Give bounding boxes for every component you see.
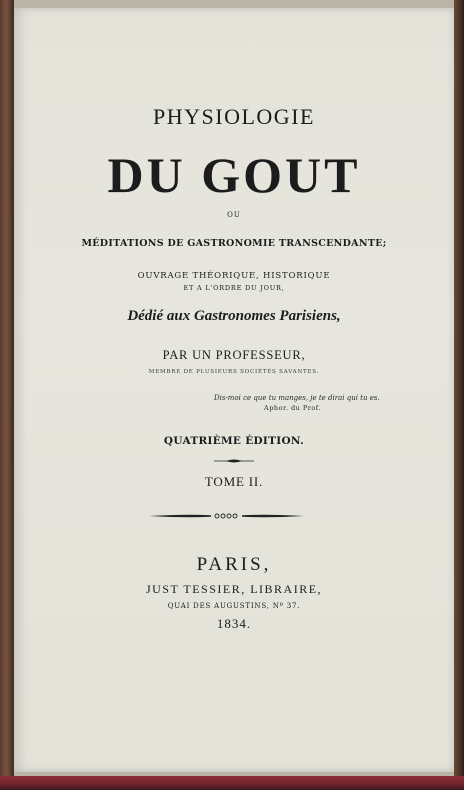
conjunction: OU: [227, 211, 241, 219]
book-cover-bottom: [0, 776, 464, 790]
ouvrage-line-2: ET A L'ORDRE DU JOUR,: [183, 284, 285, 292]
subtitle: MÉDITATIONS DE GASTRONOMIE TRANSCENDANTE;: [81, 238, 387, 249]
epigraph-source: Aphor. du Prof.: [264, 404, 322, 412]
ornament-rule-small: [214, 458, 254, 464]
year: 1834.: [216, 616, 252, 631]
volume: TOME II.: [204, 474, 264, 489]
publisher: JUST TESSIER, LIBRAIRE,: [145, 582, 323, 596]
address: QUAI DES AUGUSTINS, Nº 37.: [167, 602, 301, 610]
title-line-1: PHYSIOLOGIE: [153, 104, 315, 129]
ouvrage-line-1: OUVRAGE THÉORIQUE, HISTORIQUE: [137, 271, 331, 281]
title-line-2: DU GOUT: [107, 147, 361, 203]
author: PAR UN PROFESSEUR,: [162, 348, 306, 362]
edition: QUATRIÈME ÉDITION.: [163, 435, 305, 447]
city: PARIS,: [196, 554, 272, 575]
book-spine: [0, 0, 14, 790]
ornament-rule-long: [149, 511, 304, 521]
title-page: [14, 8, 454, 772]
author-note: MEMBRE DE PLUSIEURS SOCIÉTÉS SAVANTES.: [148, 369, 320, 375]
dedication: Dédié aux Gastronomes Parisiens,: [127, 308, 341, 324]
epigraph: Dis-moi ce que tu manges, je te dirai qui tu es.: [214, 394, 380, 402]
book-cover-edge: [454, 0, 464, 790]
